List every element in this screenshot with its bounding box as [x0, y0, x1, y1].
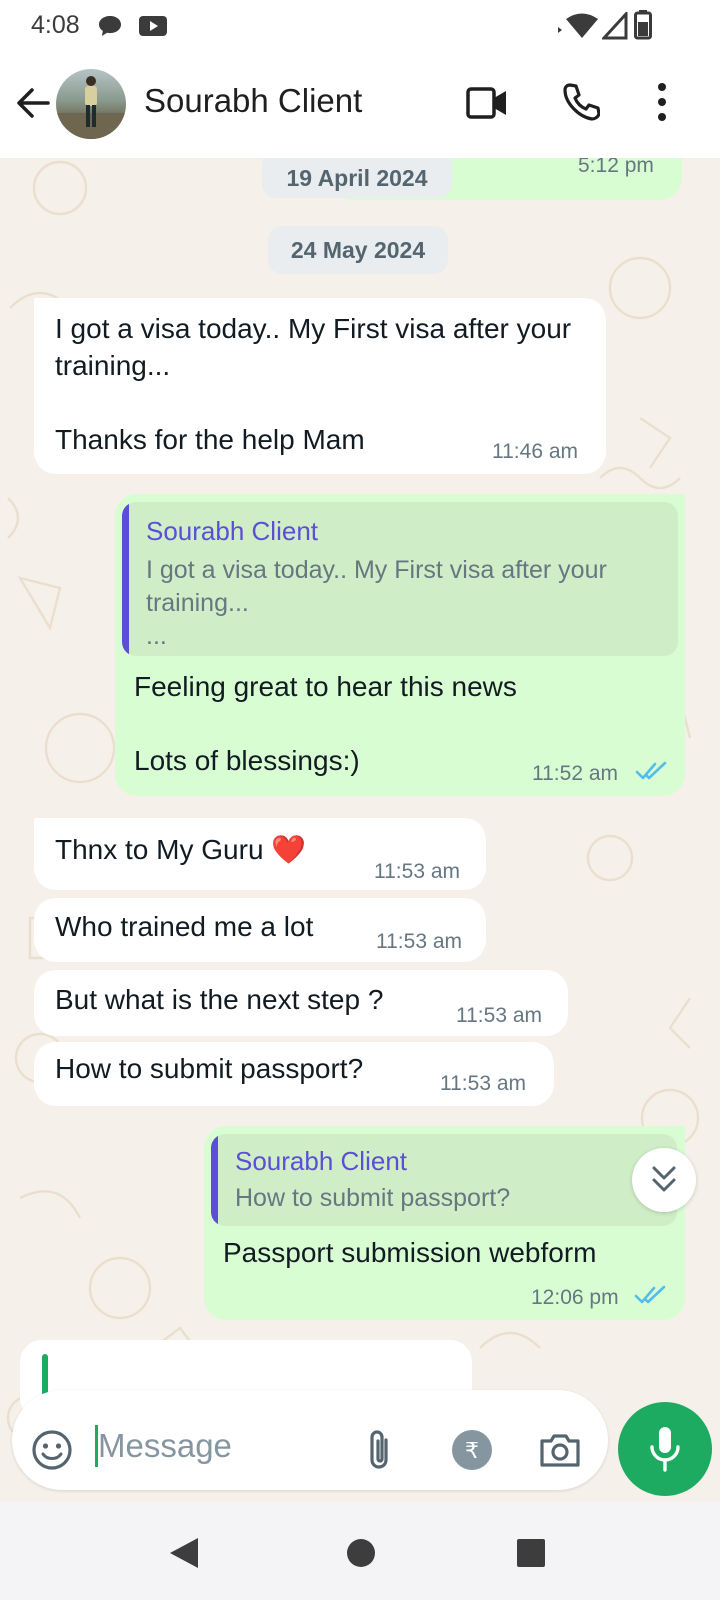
quote-author: Sourabh Client [235, 1146, 407, 1176]
chat-notification-icon [97, 14, 123, 38]
video-call-icon[interactable] [466, 86, 508, 120]
message-time: 11:53 am [376, 930, 462, 953]
chat-header [0, 52, 720, 158]
svg-text:₹: ₹ [465, 1439, 479, 1464]
message-text: But what is the next step ? [55, 984, 384, 1015]
message-time: 11:53 am [456, 1004, 542, 1027]
message-time: 11:53 am [440, 1072, 526, 1095]
double-chevron-down-icon [651, 1164, 677, 1196]
message-text: Who trained me a lot [55, 911, 314, 942]
voice-message-button[interactable] [618, 1402, 712, 1496]
message-text: I got a visa today.. My First visa after your training... Thanks for the help Mam [55, 313, 572, 455]
quote-accent-bar [211, 1134, 218, 1226]
chat-area[interactable] [0, 158, 720, 1502]
read-receipt-icon [634, 1284, 668, 1306]
message-text: Thnx to My Guru ❤️ [55, 834, 307, 865]
nav-home-icon[interactable] [346, 1538, 376, 1568]
emoji-icon[interactable] [30, 1428, 74, 1472]
avatar-photo [56, 69, 126, 139]
message-text: How to submit passport? [55, 1053, 364, 1084]
contact-name[interactable]: Sourabh Client [144, 82, 363, 119]
phone-icon[interactable] [562, 82, 600, 122]
date-divider: 24 May 2024 [268, 226, 448, 274]
back-arrow-icon[interactable] [14, 84, 52, 122]
camera-icon[interactable] [538, 1430, 582, 1470]
message-time: 11:52 am [532, 762, 618, 785]
read-receipt-icon [635, 760, 669, 782]
system-nav-bar [0, 1502, 720, 1600]
reply-quote[interactable] [122, 502, 678, 656]
message-text: Feeling great to hear this news Lots of blessings:) [134, 671, 517, 776]
outgoing-message-bubble[interactable] [204, 1126, 685, 1320]
quote-accent-bar [122, 502, 129, 656]
quote-text: I got a visa today.. My First visa after your training... ... [146, 556, 607, 650]
message-input[interactable]: Message [98, 1427, 232, 1464]
quote-text: How to submit passport? [235, 1184, 511, 1212]
incoming-message-bubble[interactable] [34, 970, 568, 1036]
incoming-message-bubble[interactable] [34, 818, 486, 890]
mic-icon [648, 1425, 682, 1473]
message-time: 11:53 am [374, 860, 460, 883]
message-time: 11:46 am [492, 440, 578, 463]
more-options-icon[interactable] [656, 82, 668, 122]
status-time: 4:08 [31, 11, 80, 39]
reply-quote[interactable] [211, 1134, 677, 1226]
scroll-to-bottom-button[interactable] [632, 1148, 696, 1212]
payment-rupee-icon[interactable] [450, 1428, 494, 1472]
status-bar [0, 0, 720, 52]
wifi-icon [556, 12, 600, 40]
message-time: 5:12 pm [578, 158, 654, 177]
cellular-signal-icon [602, 12, 628, 40]
incoming-message-bubble[interactable] [34, 1042, 554, 1106]
incoming-message-bubble[interactable] [34, 298, 606, 474]
message-text: Passport submission webform [223, 1237, 597, 1268]
nav-recents-icon[interactable] [516, 1538, 546, 1568]
date-divider: 19 April 2024 [262, 158, 452, 198]
incoming-message-bubble[interactable] [34, 898, 486, 962]
avatar[interactable] [56, 69, 126, 139]
youtube-icon [138, 15, 168, 37]
attach-icon[interactable] [364, 1428, 396, 1474]
message-time: 12:06 pm [531, 1286, 619, 1309]
outgoing-message-bubble[interactable] [115, 494, 685, 796]
battery-icon [634, 10, 652, 40]
nav-back-icon[interactable] [168, 1536, 200, 1570]
quote-author: Sourabh Client [146, 516, 318, 546]
